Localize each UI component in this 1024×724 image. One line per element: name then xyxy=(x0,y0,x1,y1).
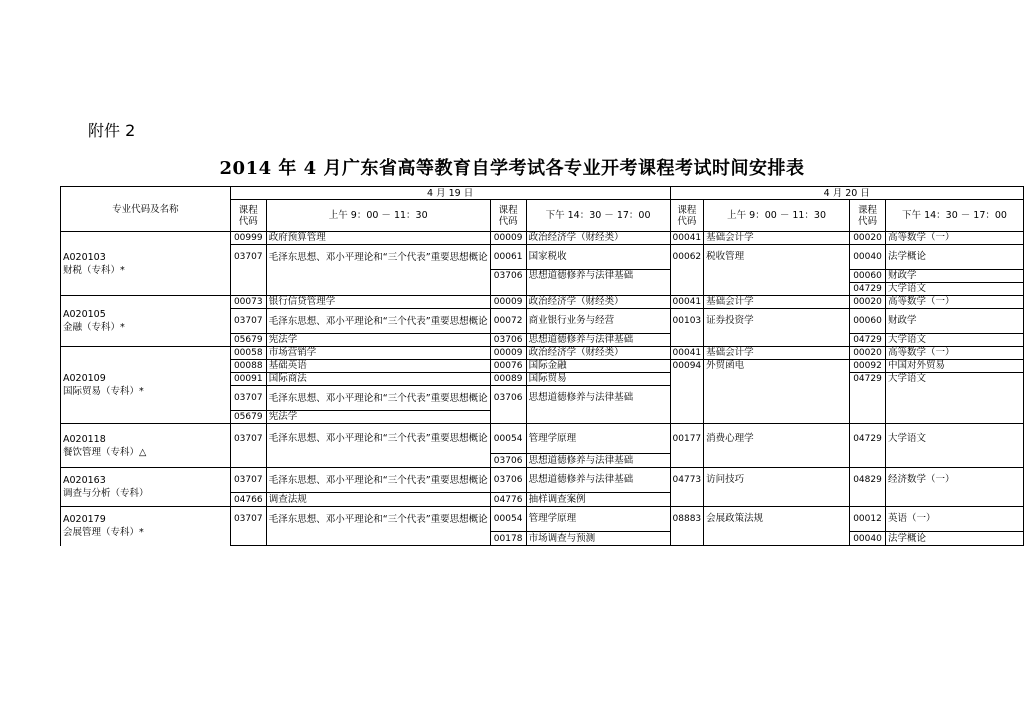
course-name: 国家税收 xyxy=(526,245,670,270)
course-code: 00091 xyxy=(230,373,266,386)
header-row-dates xyxy=(61,187,1024,200)
header-afternoon: 下午 14：30 － 17：00 xyxy=(886,200,1024,232)
course-name xyxy=(266,270,490,283)
course-code: 00072 xyxy=(490,309,526,334)
course-name: 政治经济学（财经类） xyxy=(526,232,670,245)
course-code xyxy=(230,270,266,283)
course-name: 管理学原理 xyxy=(526,424,670,454)
header-code: 课程 代码 xyxy=(490,200,526,232)
course-name: 会展政策法规 xyxy=(704,507,850,532)
course-name: 市场调查与预测 xyxy=(526,532,670,546)
course-name xyxy=(704,373,850,386)
course-code: 00054 xyxy=(490,507,526,532)
major-cell xyxy=(61,507,231,546)
course-name xyxy=(526,411,670,424)
course-name: 财政学 xyxy=(886,270,1024,283)
course-name: 国际商法 xyxy=(266,373,490,386)
course-code: 05679 xyxy=(230,411,266,424)
course-code: 00103 xyxy=(670,309,704,334)
course-name: 消费心理学 xyxy=(704,424,850,454)
course-code: 03706 xyxy=(490,468,526,493)
course-code xyxy=(670,373,704,386)
course-name xyxy=(704,411,850,424)
course-code xyxy=(850,454,886,468)
major-name: 金融（专科）* xyxy=(63,322,125,333)
course-name: 思想道德修养与法律基础 xyxy=(526,334,670,347)
course-code xyxy=(670,411,704,424)
course-name: 税收管理 xyxy=(704,245,850,270)
course-name xyxy=(886,386,1024,411)
course-name: 银行信贷管理学 xyxy=(266,296,490,309)
course-code xyxy=(670,334,704,347)
course-name: 高等数学（一） xyxy=(886,296,1024,309)
course-name xyxy=(704,493,850,507)
course-code: 04773 xyxy=(670,468,704,493)
major-cell xyxy=(61,232,231,296)
header-code: 课程 代码 xyxy=(850,200,886,232)
course-name xyxy=(886,411,1024,424)
course-code: 00060 xyxy=(850,270,886,283)
course-name: 毛泽东思想、邓小平理论和“三个代表”重要思想概论 xyxy=(266,507,490,532)
header-code: 课程 代码 xyxy=(670,200,704,232)
course-name: 国际贸易 xyxy=(526,373,670,386)
course-code: 04729 xyxy=(850,424,886,454)
course-name: 中国对外贸易 xyxy=(886,360,1024,373)
course-code xyxy=(230,454,266,468)
course-code: 00040 xyxy=(850,245,886,270)
course-name: 大学语文 xyxy=(886,424,1024,454)
course-name: 高等数学（一） xyxy=(886,347,1024,360)
course-name: 外贸函电 xyxy=(704,360,850,373)
course-code: 04729 xyxy=(850,334,886,347)
major-code: A020103 xyxy=(63,251,106,263)
header-major: 专业代码及名称 xyxy=(61,187,231,232)
course-code: 03706 xyxy=(490,386,526,411)
course-name xyxy=(886,454,1024,468)
course-code xyxy=(230,283,266,296)
course-code xyxy=(670,270,704,283)
course-name: 国际金融 xyxy=(526,360,670,373)
table-row xyxy=(61,424,1024,454)
course-code: 03707 xyxy=(230,245,266,270)
course-name xyxy=(704,454,850,468)
major-name: 餐饮管理（专科）△ xyxy=(63,446,147,458)
major-cell xyxy=(61,468,231,507)
course-code: 03707 xyxy=(230,424,266,454)
course-code: 00020 xyxy=(850,232,886,245)
course-code xyxy=(230,532,266,546)
course-name: 政治经济学（财经类） xyxy=(526,296,670,309)
course-code xyxy=(850,493,886,507)
major-cell xyxy=(61,296,231,347)
table-row xyxy=(61,232,1024,245)
course-code xyxy=(850,386,886,411)
course-code: 00076 xyxy=(490,360,526,373)
course-code: 00009 xyxy=(490,232,526,245)
course-code: 00041 xyxy=(670,296,704,309)
course-code xyxy=(670,386,704,411)
course-code: 00073 xyxy=(230,296,266,309)
course-code: 00094 xyxy=(670,360,704,373)
course-code: 03706 xyxy=(490,454,526,468)
course-code xyxy=(670,532,704,546)
course-name xyxy=(886,493,1024,507)
course-code: 00061 xyxy=(490,245,526,270)
course-code: 00177 xyxy=(670,424,704,454)
course-code xyxy=(490,283,526,296)
header-day1: 4 月 19 日 xyxy=(230,187,670,200)
course-name: 政府预算管理 xyxy=(266,232,490,245)
course-code: 03707 xyxy=(230,386,266,411)
course-name: 毛泽东思想、邓小平理论和“三个代表”重要思想概论 xyxy=(266,245,490,270)
course-name xyxy=(704,283,850,296)
exam-schedule-table xyxy=(60,186,1024,546)
course-name: 证券投资学 xyxy=(704,309,850,334)
course-name: 毛泽东思想、邓小平理论和“三个代表”重要思想概论 xyxy=(266,309,490,334)
course-name: 思想道德修养与法律基础 xyxy=(526,468,670,493)
course-code: 00060 xyxy=(850,309,886,334)
course-code: 00009 xyxy=(490,296,526,309)
course-code xyxy=(490,411,526,424)
table-row xyxy=(61,507,1024,532)
course-code: 04729 xyxy=(850,283,886,296)
course-name: 商业银行业务与经营 xyxy=(526,309,670,334)
major-code: A020105 xyxy=(63,309,106,320)
course-code xyxy=(670,454,704,468)
table-row xyxy=(61,347,1024,360)
course-name: 大学语文 xyxy=(886,283,1024,296)
course-code: 00089 xyxy=(490,373,526,386)
course-name: 大学语文 xyxy=(886,334,1024,347)
course-name: 抽样调查案例 xyxy=(526,493,670,507)
header-code: 课程 代码 xyxy=(230,200,266,232)
course-code: 03707 xyxy=(230,309,266,334)
course-name: 法学概论 xyxy=(886,245,1024,270)
course-code: 00020 xyxy=(850,296,886,309)
course-name: 宪法学 xyxy=(266,411,490,424)
course-name: 思想道德修养与法律基础 xyxy=(526,386,670,411)
major-code: A020109 xyxy=(63,373,106,384)
course-name xyxy=(704,334,850,347)
major-code: A020163 xyxy=(63,475,106,486)
course-code xyxy=(670,493,704,507)
course-name: 法学概论 xyxy=(886,532,1024,546)
course-name: 基础英语 xyxy=(266,360,490,373)
course-code: 00092 xyxy=(850,360,886,373)
course-name: 思想道德修养与法律基础 xyxy=(526,270,670,283)
course-name: 政治经济学（财经类） xyxy=(526,347,670,360)
header-day2: 4 月 20 日 xyxy=(670,187,1023,200)
course-name xyxy=(266,532,490,546)
major-code: A020179 xyxy=(63,514,106,526)
course-code: 00040 xyxy=(850,532,886,546)
course-name: 财政学 xyxy=(886,309,1024,334)
course-name: 基础会计学 xyxy=(704,347,850,360)
course-code: 04829 xyxy=(850,468,886,493)
course-code: 05679 xyxy=(230,334,266,347)
major-name: 调查与分析（专科） xyxy=(63,488,149,499)
course-code xyxy=(850,411,886,424)
course-code: 00999 xyxy=(230,232,266,245)
course-name: 毛泽东思想、邓小平理论和“三个代表”重要思想概论 xyxy=(266,468,490,493)
course-name xyxy=(704,386,850,411)
course-name: 思想道德修养与法律基础 xyxy=(526,454,670,468)
course-code: 00088 xyxy=(230,360,266,373)
course-name: 毛泽东思想、邓小平理论和“三个代表”重要思想概论 xyxy=(266,424,490,454)
header-morning: 上午 9：00 － 11：30 xyxy=(266,200,490,232)
course-code: 00058 xyxy=(230,347,266,360)
header-morning: 上午 9：00 － 11：30 xyxy=(704,200,850,232)
course-name xyxy=(266,454,490,468)
course-name: 管理学原理 xyxy=(526,507,670,532)
major-cell xyxy=(61,347,231,424)
course-code: 00178 xyxy=(490,532,526,546)
document-title: 2014 年 4 月广东省高等教育自学考试各专业开考课程考试时间安排表 xyxy=(219,158,805,179)
course-code: 00054 xyxy=(490,424,526,454)
course-name: 调查法规 xyxy=(266,493,490,507)
course-name: 基础会计学 xyxy=(704,296,850,309)
major-name: 国际贸易（专科）* xyxy=(63,386,144,397)
course-code: 00041 xyxy=(670,232,704,245)
table-row xyxy=(61,296,1024,309)
course-code: 04776 xyxy=(490,493,526,507)
course-name: 毛泽东思想、邓小平理论和“三个代表”重要思想概论 xyxy=(266,386,490,411)
course-name: 高等数学（一） xyxy=(886,232,1024,245)
course-code: 00012 xyxy=(850,507,886,532)
major-name: 财税（专科）* xyxy=(63,264,125,276)
course-name: 英语（一） xyxy=(886,507,1024,532)
course-name xyxy=(526,283,670,296)
major-name: 会展管理（专科）* xyxy=(63,527,144,539)
course-name: 市场营销学 xyxy=(266,347,490,360)
course-code: 03706 xyxy=(490,270,526,283)
course-name xyxy=(704,270,850,283)
course-code: 04729 xyxy=(850,373,886,386)
course-code xyxy=(670,283,704,296)
course-name: 宪法学 xyxy=(266,334,490,347)
course-code: 03706 xyxy=(490,334,526,347)
major-cell xyxy=(61,424,231,468)
course-code: 04766 xyxy=(230,493,266,507)
course-name: 访问技巧 xyxy=(704,468,850,493)
table-row xyxy=(61,468,1024,493)
course-code: 00041 xyxy=(670,347,704,360)
course-code: 08883 xyxy=(670,507,704,532)
course-code: 00009 xyxy=(490,347,526,360)
course-code: 00020 xyxy=(850,347,886,360)
major-code: A020118 xyxy=(63,433,106,445)
course-name xyxy=(266,283,490,296)
course-code: 03707 xyxy=(230,468,266,493)
course-name xyxy=(704,532,850,546)
header-afternoon: 下午 14：30 － 17：00 xyxy=(526,200,670,232)
course-code: 00062 xyxy=(670,245,704,270)
attachment-label: 附件 2 xyxy=(88,121,136,140)
course-name: 基础会计学 xyxy=(704,232,850,245)
course-name: 大学语文 xyxy=(886,373,1024,386)
course-name: 经济数学（一） xyxy=(886,468,1024,493)
course-code: 03707 xyxy=(230,507,266,532)
